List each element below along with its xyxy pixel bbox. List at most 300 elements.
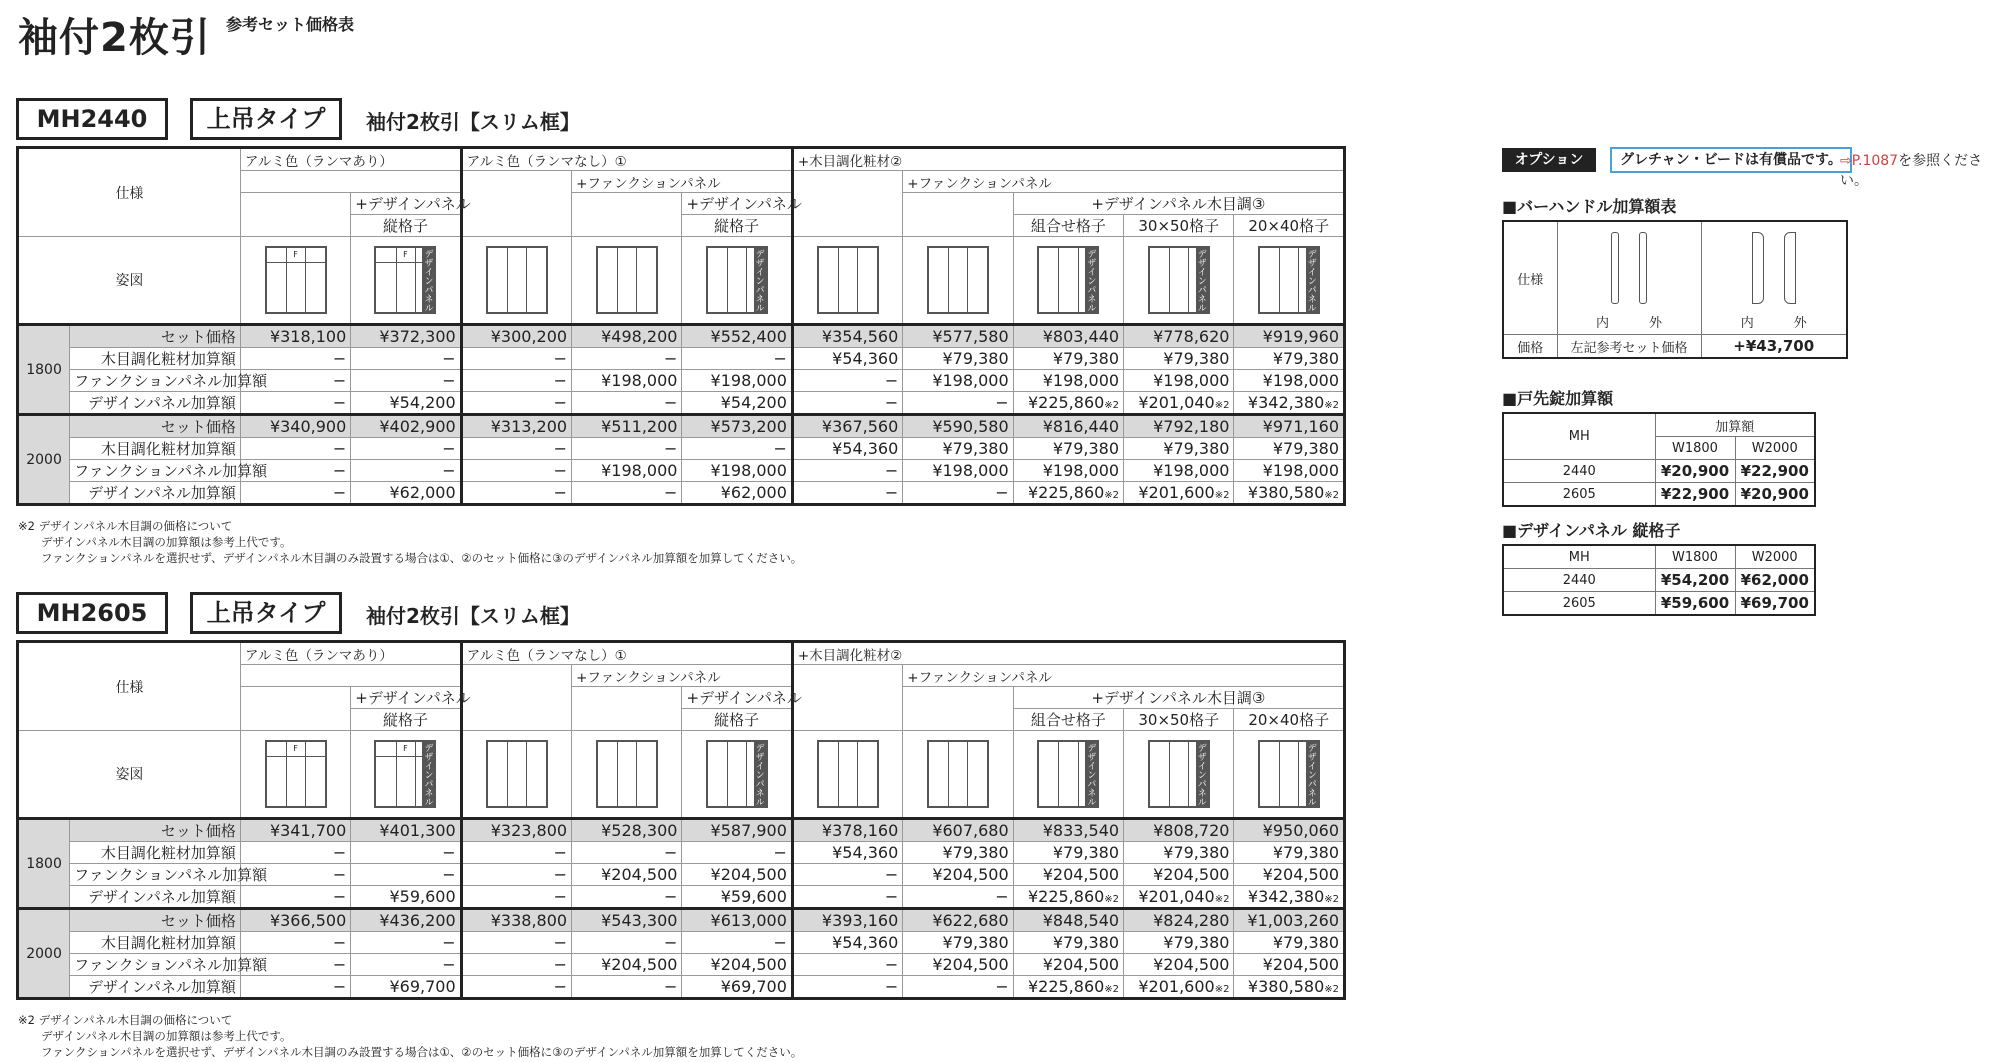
price-cell: ¥198,000 bbox=[682, 460, 792, 482]
price-cell: − bbox=[792, 460, 902, 482]
bar-handle-title: ■バーハンドル加算額表 bbox=[1502, 197, 1677, 216]
figure-cell bbox=[1013, 731, 1123, 819]
blank-header bbox=[572, 687, 682, 731]
price-cell bbox=[1124, 976, 1234, 999]
price-cell: ¥62,000 bbox=[351, 482, 461, 505]
price-cell: − bbox=[461, 864, 571, 886]
price-cell bbox=[1234, 976, 1345, 999]
door-divider bbox=[1169, 248, 1170, 312]
price-cell: − bbox=[240, 392, 350, 415]
lock-table bbox=[1502, 412, 1816, 507]
row-label: 木目調化粧材加算額 bbox=[70, 438, 241, 460]
price-value: ¥201,040 bbox=[1138, 393, 1215, 412]
design-wood-header: +デザインパネル木目調③ bbox=[1013, 687, 1344, 709]
price-cell: ¥393,160 bbox=[792, 909, 902, 932]
figure-cell bbox=[682, 731, 792, 819]
w1800-header: W1800 bbox=[1655, 437, 1735, 460]
price-cell: ¥372,300 bbox=[351, 325, 461, 348]
figure-cell bbox=[351, 731, 461, 819]
type-badge: 上吊タイプ bbox=[190, 592, 342, 634]
blank-header bbox=[572, 193, 682, 237]
price-cell: − bbox=[572, 976, 682, 999]
price-cell: ¥198,000 bbox=[1124, 460, 1234, 482]
price-cell: − bbox=[351, 460, 461, 482]
price-cell: − bbox=[572, 932, 682, 954]
price-cell: ¥79,380 bbox=[1234, 932, 1345, 954]
door-divider bbox=[617, 248, 618, 312]
price-cell: − bbox=[903, 482, 1013, 505]
w2000-header: W2000 bbox=[1735, 437, 1815, 460]
footnote-mark: ※2 bbox=[1104, 490, 1120, 501]
bar-handle-table bbox=[1502, 220, 1848, 359]
transom: F bbox=[267, 742, 325, 757]
door-figure bbox=[374, 740, 436, 808]
figure-cell bbox=[1013, 237, 1123, 325]
price-value: ¥201,600 bbox=[1138, 483, 1215, 502]
price-cell: ¥402,900 bbox=[351, 415, 461, 438]
footnote-mark: ※2 bbox=[1214, 894, 1230, 905]
price-cell: ¥313,200 bbox=[461, 415, 571, 438]
door-divider bbox=[727, 248, 728, 312]
width-label: 2000 bbox=[18, 415, 70, 505]
price-cell: − bbox=[240, 438, 350, 460]
figure-cell bbox=[240, 731, 350, 819]
function-panel-header: +ファンクションパネル bbox=[572, 171, 793, 193]
price-cell: ¥204,500 bbox=[572, 954, 682, 976]
footnote-mark: ※2 bbox=[1324, 490, 1339, 501]
price-cell: − bbox=[682, 842, 792, 864]
door-figure bbox=[1037, 740, 1099, 808]
footnote-mark: ※2 bbox=[1214, 490, 1230, 501]
door-figure bbox=[1148, 246, 1210, 314]
row-label: デザインパネル加算額 bbox=[70, 482, 241, 505]
row-label: セット価格 bbox=[70, 325, 241, 348]
width-label: 1800 bbox=[18, 325, 70, 415]
price-cell: ¥573,200 bbox=[682, 415, 792, 438]
price-cell: ¥79,380 bbox=[903, 932, 1013, 954]
price-cell bbox=[1234, 482, 1345, 505]
price-value: ¥225,860 bbox=[1027, 393, 1105, 412]
price-cell: ¥1,003,260 bbox=[1234, 909, 1345, 932]
price-cell: ¥204,500 bbox=[682, 864, 792, 886]
mh-badge: MH2605 bbox=[16, 592, 168, 634]
figure-cell bbox=[903, 731, 1013, 819]
door-divider bbox=[857, 248, 858, 312]
price-cell: − bbox=[903, 976, 1013, 999]
price-cell: ¥803,440 bbox=[1013, 325, 1123, 348]
price-cell: ¥833,540 bbox=[1013, 819, 1123, 842]
addition-value: ¥54,200 bbox=[1655, 569, 1735, 592]
price-cell: ¥79,380 bbox=[903, 438, 1013, 460]
price-cell: ¥79,380 bbox=[903, 348, 1013, 370]
door-divider bbox=[838, 742, 839, 806]
price-cell: − bbox=[461, 482, 571, 505]
price-cell: − bbox=[351, 438, 461, 460]
price-cell: − bbox=[792, 482, 902, 505]
door-figure bbox=[596, 740, 658, 808]
price-cell: ¥79,380 bbox=[1124, 932, 1234, 954]
door-figure bbox=[486, 246, 548, 314]
price-cell: ¥204,500 bbox=[1124, 864, 1234, 886]
price-value: ¥380,580 bbox=[1247, 483, 1325, 502]
door-figure bbox=[927, 246, 989, 314]
price-cell: ¥318,100 bbox=[240, 325, 350, 348]
row-label: ファンクションパネル加算額 bbox=[70, 954, 241, 976]
price-cell: − bbox=[240, 976, 350, 999]
price-cell: − bbox=[240, 886, 350, 909]
price-cell: ¥79,380 bbox=[1124, 842, 1234, 864]
door-figure bbox=[1258, 246, 1320, 314]
lock-table-title: ■戸先錠加算額 bbox=[1502, 389, 1614, 408]
spec-label: 仕様 bbox=[18, 148, 241, 237]
door-divider bbox=[636, 742, 637, 806]
design-panel-header: +デザインパネル bbox=[682, 687, 792, 709]
row-label: ファンクションパネル加算額 bbox=[70, 370, 241, 392]
price-cell: ¥848,540 bbox=[1013, 909, 1123, 932]
door-divider bbox=[636, 248, 637, 312]
spec-label: 仕様 bbox=[18, 642, 241, 731]
design-wood-header: +デザインパネル木目調③ bbox=[1013, 193, 1344, 215]
figure-cell bbox=[903, 237, 1013, 325]
price-cell: − bbox=[461, 348, 571, 370]
footnote-1 bbox=[18, 518, 802, 566]
door-divider bbox=[746, 742, 747, 806]
blank-header bbox=[903, 193, 1013, 237]
price-cell: ¥204,500 bbox=[1013, 864, 1123, 886]
price-cell: − bbox=[240, 370, 350, 392]
price-cell: ¥198,000 bbox=[1013, 460, 1123, 482]
price-cell: − bbox=[240, 460, 350, 482]
door-divider bbox=[507, 248, 508, 312]
price-cell: ¥79,380 bbox=[903, 842, 1013, 864]
price-cell: ¥198,000 bbox=[1234, 370, 1345, 392]
price-cell: ¥511,200 bbox=[572, 415, 682, 438]
price-cell: ¥79,380 bbox=[1013, 842, 1123, 864]
door-figure bbox=[1258, 740, 1320, 808]
price-cell: − bbox=[240, 932, 350, 954]
price-cell: ¥587,900 bbox=[682, 819, 792, 842]
price-cell bbox=[1013, 886, 1123, 909]
price-value: ¥342,380 bbox=[1247, 887, 1325, 906]
price-cell: ¥59,600 bbox=[682, 886, 792, 909]
footnote-mark: ※2 bbox=[1324, 984, 1339, 995]
door-divider bbox=[1188, 742, 1189, 806]
group-header-aluminum-transom: アルミ色（ランマあり） bbox=[240, 642, 461, 665]
price-cell: ¥198,000 bbox=[572, 370, 682, 392]
price-cell: − bbox=[461, 842, 571, 864]
door-divider bbox=[1298, 742, 1299, 806]
design-panel-mark: デザインパネル bbox=[422, 742, 433, 806]
figure-label: 姿図 bbox=[18, 237, 241, 325]
mh-value: 2440 bbox=[1503, 569, 1655, 592]
row-label: ファンクションパネル加算額 bbox=[70, 864, 241, 886]
price-cell: ¥577,580 bbox=[903, 325, 1013, 348]
section-name: 袖付2枚引【スリム框】 bbox=[366, 604, 580, 628]
price-value: ¥225,860 bbox=[1027, 887, 1105, 906]
price-cell: ¥198,000 bbox=[572, 460, 682, 482]
door-divider bbox=[1169, 742, 1170, 806]
door-divider bbox=[746, 248, 747, 312]
row-label: デザインパネル加算額 bbox=[70, 886, 241, 909]
price-cell: − bbox=[351, 932, 461, 954]
kumiawase-header: 組合せ格子 bbox=[1013, 215, 1123, 237]
door-divider bbox=[1078, 742, 1079, 806]
blank-header bbox=[792, 171, 902, 237]
design-panel-mark: デザインパネル bbox=[1195, 248, 1206, 312]
price-cell: − bbox=[572, 348, 682, 370]
group-header-wood: +木目調化粧材② bbox=[792, 642, 1344, 665]
price-cell: ¥198,000 bbox=[903, 460, 1013, 482]
price-cell: − bbox=[572, 438, 682, 460]
price-cell: ¥198,000 bbox=[1013, 370, 1123, 392]
door-figure bbox=[596, 246, 658, 314]
footnote-mark: ※2 bbox=[1214, 400, 1230, 411]
option-reference bbox=[1840, 150, 2000, 190]
mh-header: MH bbox=[1503, 413, 1655, 460]
price-cell: ¥62,000 bbox=[682, 482, 792, 505]
note-line: ファンクションパネルを選択せず、デザインパネル木目調のみ設置する場合は①、②のセット価格に③のデザインパネル加算額を加算してください。 bbox=[18, 551, 803, 565]
design-panel-header: +デザインパネル bbox=[351, 193, 461, 215]
handle-icon bbox=[1639, 232, 1647, 304]
door-divider bbox=[526, 742, 527, 806]
price-cell bbox=[1234, 886, 1345, 909]
price-cell bbox=[1234, 392, 1345, 415]
mh-value: 2605 bbox=[1503, 483, 1655, 507]
section-name: 袖付2枚引【スリム框】 bbox=[366, 110, 580, 134]
price-cell: ¥54,360 bbox=[792, 348, 902, 370]
price-cell bbox=[1013, 392, 1123, 415]
price-cell: − bbox=[572, 886, 682, 909]
blank-header bbox=[461, 171, 571, 237]
price-value: ¥201,600 bbox=[1138, 977, 1215, 996]
price-cell: ¥971,160 bbox=[1234, 415, 1345, 438]
tategoshi-header: 縦格子 bbox=[682, 215, 792, 237]
addition-value: ¥22,900 bbox=[1735, 460, 1815, 483]
figure-cell bbox=[572, 237, 682, 325]
price-cell: ¥198,000 bbox=[903, 370, 1013, 392]
price-value: ¥225,860 bbox=[1027, 483, 1105, 502]
price-standard: 左記参考セット価格 bbox=[1557, 335, 1701, 359]
price-cell: ¥436,200 bbox=[351, 909, 461, 932]
price-cell: − bbox=[461, 932, 571, 954]
price-cell: − bbox=[461, 370, 571, 392]
price-cell: − bbox=[903, 886, 1013, 909]
price-cell: ¥300,200 bbox=[461, 325, 571, 348]
kumiawase-header: 組合せ格子 bbox=[1013, 709, 1123, 731]
design-panel-mark: デザインパネル bbox=[1305, 742, 1316, 806]
door-figure bbox=[927, 740, 989, 808]
design-panel-table bbox=[1502, 544, 1816, 616]
price-cell: − bbox=[682, 348, 792, 370]
figure-cell bbox=[792, 237, 902, 325]
price-cell: ¥816,440 bbox=[1013, 415, 1123, 438]
inside-label: 内 bbox=[1740, 315, 1754, 331]
addition-value: ¥69,700 bbox=[1735, 592, 1815, 616]
price-cell: − bbox=[461, 886, 571, 909]
price-cell bbox=[1013, 976, 1123, 999]
bar-handle-icon bbox=[1752, 232, 1764, 304]
price-cell: − bbox=[461, 438, 571, 460]
price-cell: ¥79,380 bbox=[1234, 438, 1345, 460]
price-cell: − bbox=[682, 932, 792, 954]
group-header-aluminum-transom: アルミ色（ランマあり） bbox=[240, 148, 461, 171]
price-cell: ¥528,300 bbox=[572, 819, 682, 842]
price-cell: ¥54,360 bbox=[792, 438, 902, 460]
tategoshi-header: 縦格子 bbox=[351, 215, 461, 237]
k3050-header: 30×50格子 bbox=[1124, 215, 1234, 237]
function-panel-header: +ファンクションパネル bbox=[572, 665, 793, 687]
design-panel-mark: デザインパネル bbox=[1305, 248, 1316, 312]
design-table-title: ■デザインパネル 縦格子 bbox=[1502, 521, 1681, 540]
design-panel-mark: デザインパネル bbox=[1085, 248, 1096, 312]
door-divider bbox=[1279, 742, 1280, 806]
price-cell: ¥54,360 bbox=[792, 842, 902, 864]
section-heading-1 bbox=[16, 98, 716, 142]
door-divider bbox=[948, 742, 949, 806]
door-divider bbox=[967, 248, 968, 312]
k3050-header: 30×50格子 bbox=[1124, 709, 1234, 731]
price-cell: − bbox=[792, 954, 902, 976]
design-panel-mark: デザインパネル bbox=[422, 248, 433, 312]
bar-handle-standard bbox=[1557, 221, 1701, 335]
price-cell: ¥204,500 bbox=[572, 864, 682, 886]
price-cell: ¥824,280 bbox=[1124, 909, 1234, 932]
design-panel-mark: デザインパネル bbox=[753, 742, 764, 806]
design-panel-mark: デザインパネル bbox=[1085, 742, 1096, 806]
price-cell: ¥204,500 bbox=[682, 954, 792, 976]
spec-label: 仕様 bbox=[1503, 221, 1557, 335]
door-figure bbox=[706, 246, 768, 314]
price-cell: ¥198,000 bbox=[1124, 370, 1234, 392]
addition-value: ¥62,000 bbox=[1735, 569, 1815, 592]
price-cell: ¥498,200 bbox=[572, 325, 682, 348]
outside-label: 外 bbox=[1649, 315, 1663, 331]
door-divider bbox=[857, 742, 858, 806]
price-cell: ¥79,380 bbox=[1124, 438, 1234, 460]
price-cell: − bbox=[461, 976, 571, 999]
addition-value: ¥59,600 bbox=[1655, 592, 1735, 616]
group-header-aluminum: アルミ色（ランマなし）① bbox=[461, 642, 792, 665]
door-divider bbox=[838, 248, 839, 312]
price-cell: − bbox=[240, 348, 350, 370]
transom: F bbox=[376, 742, 434, 757]
price-cell: ¥69,700 bbox=[682, 976, 792, 999]
price-cell: − bbox=[682, 438, 792, 460]
price-cell: ¥607,680 bbox=[903, 819, 1013, 842]
price-cell: ¥401,300 bbox=[351, 819, 461, 842]
price-cell: ¥338,800 bbox=[461, 909, 571, 932]
note-line: ※2 デザインパネル木目調の価格について bbox=[18, 519, 233, 533]
price-cell: ¥613,000 bbox=[682, 909, 792, 932]
option-note: グレチャン・ビードは有償品です。 bbox=[1610, 147, 1852, 173]
door-figure bbox=[817, 740, 879, 808]
price-cell: − bbox=[240, 482, 350, 505]
price-cell: − bbox=[572, 842, 682, 864]
price-value: ¥201,040 bbox=[1138, 887, 1215, 906]
price-cell: ¥919,960 bbox=[1234, 325, 1345, 348]
door-figure bbox=[1037, 246, 1099, 314]
price-cell: ¥204,500 bbox=[903, 954, 1013, 976]
price-cell: ¥79,380 bbox=[1124, 348, 1234, 370]
price-cell: − bbox=[461, 392, 571, 415]
outside-label: 外 bbox=[1793, 315, 1807, 331]
door-divider bbox=[1058, 742, 1059, 806]
price-table-mh2605 bbox=[16, 640, 1346, 1000]
door-divider bbox=[1078, 248, 1079, 312]
footnote-2 bbox=[18, 1012, 802, 1060]
bar-handle-option bbox=[1701, 221, 1847, 335]
figure-cell bbox=[572, 731, 682, 819]
price-cell: − bbox=[351, 370, 461, 392]
price-cell: ¥69,700 bbox=[351, 976, 461, 999]
price-option: +¥43,700 bbox=[1701, 335, 1847, 359]
price-cell: ¥198,000 bbox=[682, 370, 792, 392]
handle-icon bbox=[1611, 232, 1619, 304]
price-cell: ¥204,500 bbox=[1234, 864, 1345, 886]
price-cell: − bbox=[903, 392, 1013, 415]
row-label: デザインパネル加算額 bbox=[70, 392, 241, 415]
footnote-mark: ※2 bbox=[1324, 894, 1339, 905]
price-label: 価格 bbox=[1503, 335, 1557, 359]
w2000-header: W2000 bbox=[1735, 545, 1815, 569]
price-cell: ¥366,500 bbox=[240, 909, 350, 932]
price-cell bbox=[1124, 482, 1234, 505]
price-cell: ¥341,700 bbox=[240, 819, 350, 842]
inside-label: 内 bbox=[1595, 315, 1609, 331]
price-cell: − bbox=[572, 482, 682, 505]
design-panel-mark: デザインパネル bbox=[753, 248, 764, 312]
price-cell: ¥367,560 bbox=[792, 415, 902, 438]
note-line: ファンクションパネルを選択せず、デザインパネル木目調のみ設置する場合は①、②のセット価格に③のデザインパネル加算額を加算してください。 bbox=[18, 1045, 803, 1059]
door-figure bbox=[374, 246, 436, 314]
price-value: ¥342,380 bbox=[1247, 393, 1325, 412]
function-panel-header: +ファンクションパネル bbox=[903, 665, 1345, 687]
door-divider bbox=[1279, 248, 1280, 312]
blank-header bbox=[461, 665, 571, 731]
price-cell bbox=[1124, 392, 1234, 415]
figure-cell bbox=[1124, 731, 1234, 819]
figure-cell bbox=[1124, 237, 1234, 325]
page-reference-link[interactable]: ⇨P.1087 bbox=[1840, 153, 1899, 169]
figure-cell bbox=[792, 731, 902, 819]
door-figure bbox=[706, 740, 768, 808]
row-label: 木目調化粧材加算額 bbox=[70, 842, 241, 864]
row-label: セット価格 bbox=[70, 909, 241, 932]
design-panel-mark: デザインパネル bbox=[1195, 742, 1206, 806]
price-cell: ¥204,500 bbox=[1013, 954, 1123, 976]
figure-cell bbox=[240, 237, 350, 325]
price-cell: − bbox=[240, 842, 350, 864]
price-cell: − bbox=[461, 460, 571, 482]
row-label: 木目調化粧材加算額 bbox=[70, 932, 241, 954]
figure-cell bbox=[461, 237, 571, 325]
price-cell: − bbox=[572, 392, 682, 415]
addition-value: ¥20,900 bbox=[1655, 460, 1735, 483]
door-divider bbox=[727, 742, 728, 806]
function-panel-header: +ファンクションパネル bbox=[903, 171, 1345, 193]
price-cell: ¥340,900 bbox=[240, 415, 350, 438]
price-cell: ¥54,200 bbox=[351, 392, 461, 415]
door-divider bbox=[1188, 248, 1189, 312]
addition-value: ¥22,900 bbox=[1655, 483, 1735, 507]
price-cell: ¥778,620 bbox=[1124, 325, 1234, 348]
price-cell: ¥79,380 bbox=[1013, 932, 1123, 954]
price-cell: − bbox=[792, 886, 902, 909]
row-label: 木目調化粧材加算額 bbox=[70, 348, 241, 370]
price-cell: − bbox=[351, 348, 461, 370]
door-figure bbox=[1148, 740, 1210, 808]
option-ref-suffix: を参照ください。 bbox=[1840, 153, 1983, 189]
